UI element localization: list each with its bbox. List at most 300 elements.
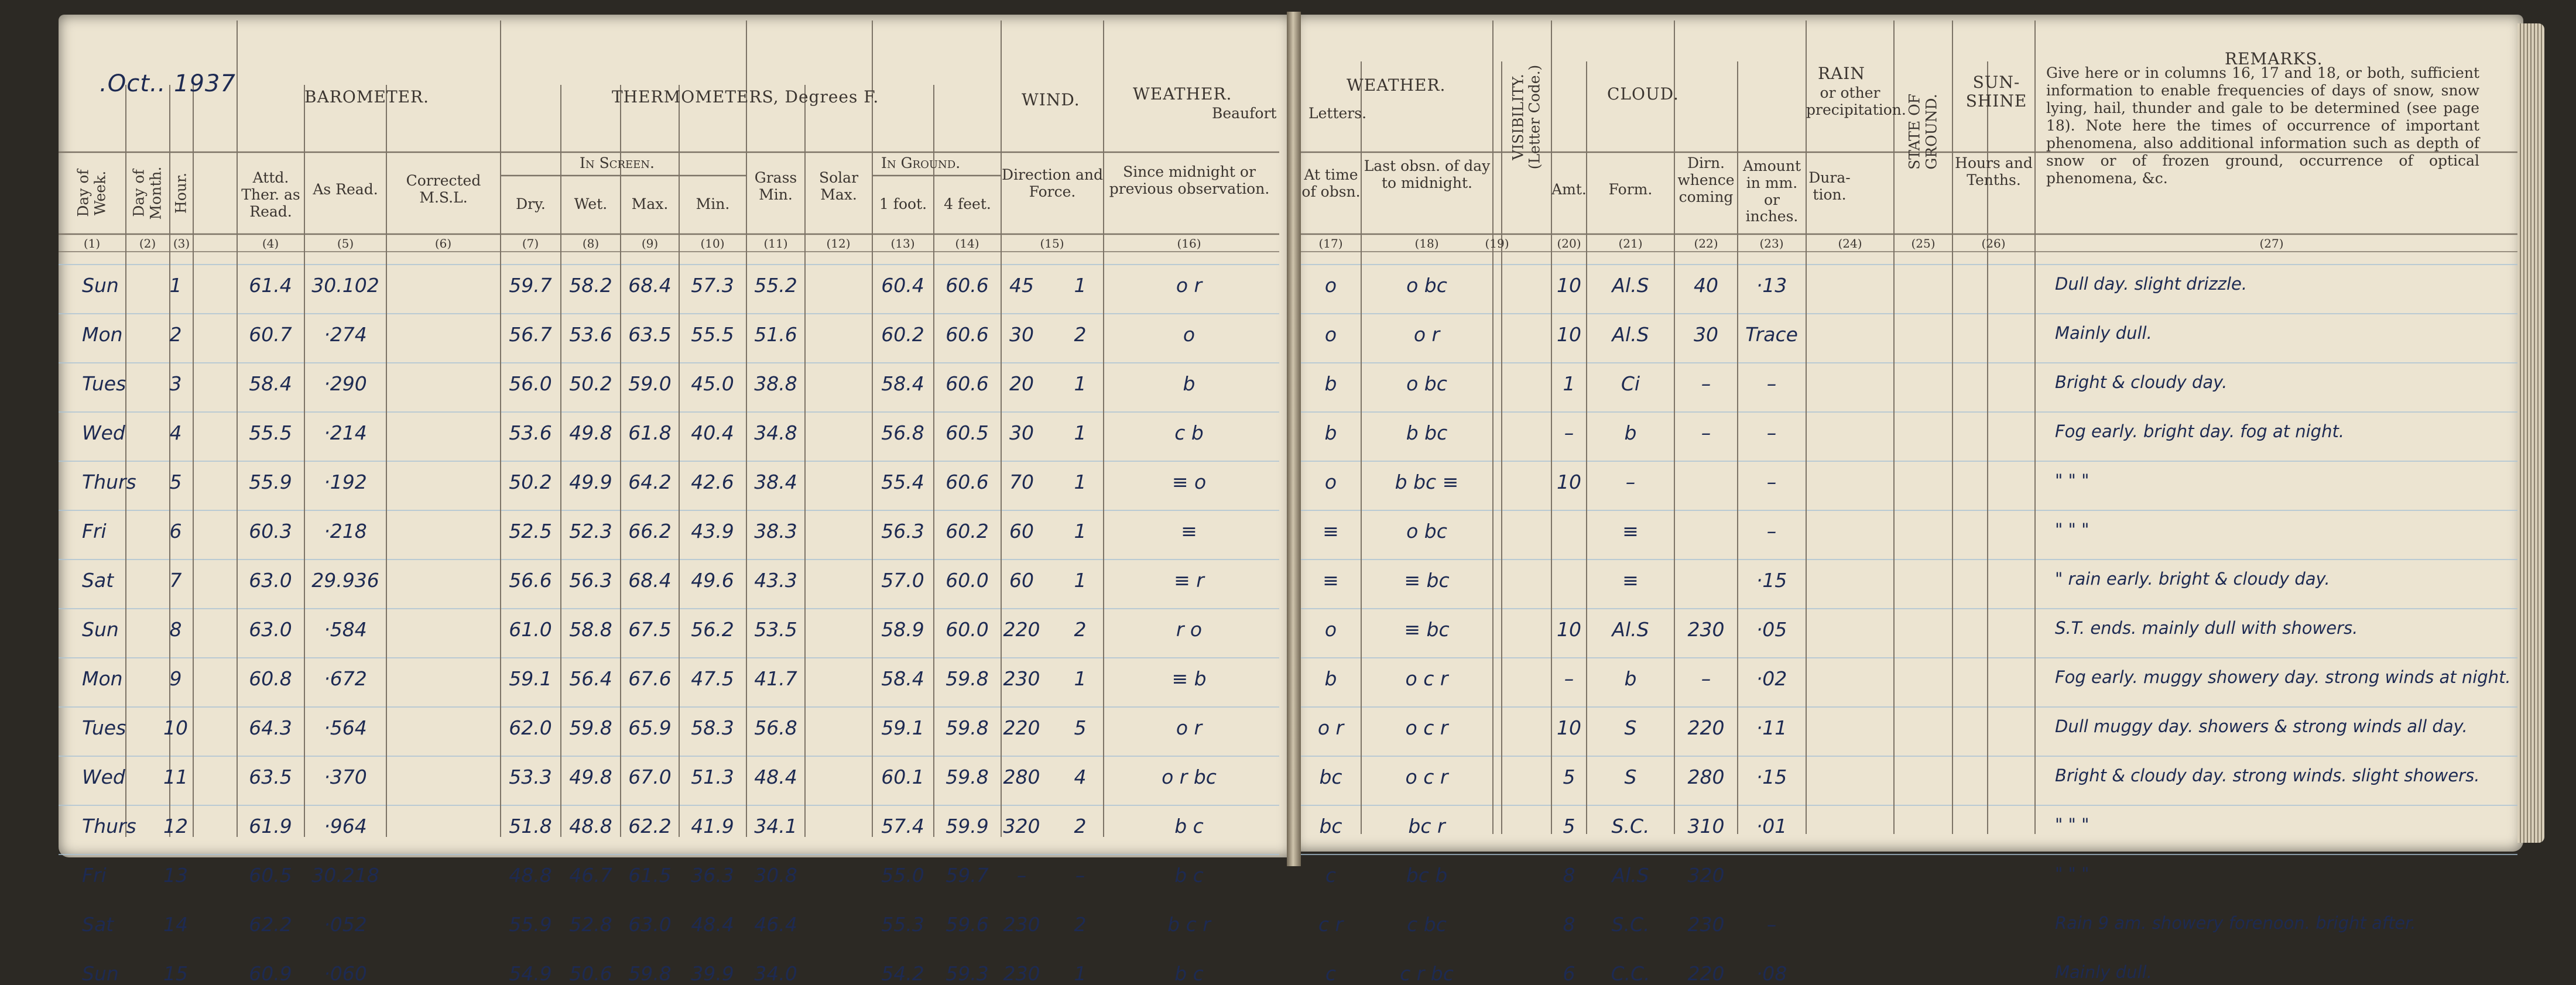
corrected-header: Corrected M.S.L. bbox=[406, 172, 481, 206]
max-temp-cell: 59.0 bbox=[628, 372, 672, 395]
wind-force-cell: 2 bbox=[1074, 618, 1087, 641]
cloud-form-cell: Al.S bbox=[1612, 323, 1649, 346]
barometer-cell: ·370 bbox=[324, 766, 367, 788]
wind-force-cell: 1 bbox=[1074, 962, 1087, 985]
one-foot-cell: 58.4 bbox=[881, 372, 924, 395]
form-header: Form. bbox=[1608, 181, 1653, 198]
remark-cell: Rain 9 am. showery forenoon. bright after. bbox=[2055, 913, 2416, 933]
column-number: (20) bbox=[1557, 236, 1581, 250]
weather-beaufort-cell: b bbox=[1183, 372, 1195, 395]
dry-bulb-cell: 56.7 bbox=[509, 323, 552, 346]
direction-force-header: Direction and Force. bbox=[1002, 166, 1103, 200]
column-number: (5) bbox=[337, 236, 354, 250]
max-temp-cell: 61.5 bbox=[628, 864, 672, 887]
rain-amount-cell: – bbox=[1766, 520, 1777, 543]
grass-min-cell: 38.4 bbox=[754, 471, 797, 493]
wind-force-cell: 1 bbox=[1074, 520, 1087, 543]
barometer-cell: ·274 bbox=[324, 323, 367, 346]
weather-last-obsn-cell: ≡ bc bbox=[1404, 618, 1450, 641]
remark-cell: " " " bbox=[2055, 471, 2089, 490]
column-number: (12) bbox=[826, 236, 851, 250]
grass-min-cell: 51.6 bbox=[754, 323, 797, 346]
grass-min-cell: 43.3 bbox=[754, 569, 797, 592]
four-feet-cell: 59.7 bbox=[946, 864, 989, 887]
weather-at-time-cell: c r bbox=[1318, 913, 1344, 936]
grass-min-cell: 34.1 bbox=[754, 815, 797, 838]
four-feet-cell: 60.6 bbox=[946, 471, 989, 493]
dry-bulb-cell: 52.5 bbox=[509, 520, 552, 543]
barometer-cell: ·964 bbox=[324, 815, 367, 838]
column-number: (10) bbox=[700, 236, 725, 250]
one-foot-cell: 59.1 bbox=[881, 716, 924, 739]
column-number: (13) bbox=[890, 236, 915, 250]
remark-cell: Mainly dull. bbox=[2055, 323, 2152, 343]
attd-ther-header: Attd. Ther. as Read. bbox=[241, 169, 300, 220]
wet-bulb-cell: 56.4 bbox=[569, 667, 612, 690]
dry-bulb-cell: 62.0 bbox=[509, 716, 552, 739]
min-temp-cell: 42.6 bbox=[691, 471, 734, 493]
weather-beaufort-cell: o bbox=[1183, 323, 1195, 346]
dry-bulb-cell: 55.9 bbox=[509, 913, 552, 936]
cloud-direction-cell: – bbox=[1701, 421, 1711, 444]
attd-ther-cell: 60.9 bbox=[249, 962, 292, 985]
day-of-month-cell: 7 bbox=[169, 569, 182, 592]
attd-ther-cell: 63.0 bbox=[249, 569, 292, 592]
wind-direction-cell: 230 bbox=[1003, 913, 1040, 936]
last-obsn-header: Last obsn. of day to midnight. bbox=[1364, 157, 1491, 191]
cloud-direction-cell: 280 bbox=[1687, 766, 1725, 788]
day-of-week-cell: Tues bbox=[82, 372, 126, 395]
day-of-month-cell: 15 bbox=[163, 962, 188, 985]
four-feet-cell: 59.8 bbox=[946, 716, 989, 739]
four-feet-cell: 60.6 bbox=[946, 372, 989, 395]
weather-last-obsn-cell: bc b bbox=[1406, 864, 1448, 887]
wind-direction-cell: 230 bbox=[1003, 667, 1040, 690]
cloud-amount-cell: 5 bbox=[1563, 815, 1575, 838]
cloud-direction-cell: 230 bbox=[1687, 913, 1725, 936]
day-of-month-cell: 2 bbox=[169, 323, 182, 346]
cloud-amount-cell: 6 bbox=[1563, 962, 1575, 985]
grass-min-cell: 41.7 bbox=[754, 667, 797, 690]
weather-last-obsn-cell: o bc bbox=[1406, 372, 1447, 395]
weather-letters-group: WEATHER. bbox=[1347, 75, 1446, 95]
wind-direction-cell: 60 bbox=[1009, 520, 1034, 543]
remark-cell: Bright & cloudy day. strong winds. slight showers. bbox=[2055, 766, 2480, 785]
cloud-amount-cell: 10 bbox=[1557, 323, 1581, 346]
barometer-cell: ·564 bbox=[324, 716, 367, 739]
cloud-amount-cell: 10 bbox=[1557, 618, 1581, 641]
wet-header: Wet. bbox=[574, 195, 608, 212]
max-temp-cell: 67.0 bbox=[628, 766, 672, 788]
wind-group: WIND. bbox=[1022, 90, 1080, 109]
rain-amount-cell: ·15 bbox=[1756, 569, 1787, 592]
dry-bulb-cell: 56.6 bbox=[509, 569, 552, 592]
day-of-week-cell: Sun bbox=[82, 274, 119, 297]
sunshine-group: SUN-SHINE bbox=[1965, 73, 2027, 111]
wind-direction-cell: 70 bbox=[1009, 471, 1034, 493]
grass-min-cell: 53.5 bbox=[754, 618, 797, 641]
attd-ther-cell: 60.3 bbox=[249, 520, 292, 543]
column-number: (19) bbox=[1485, 236, 1509, 250]
wind-direction-cell: 30 bbox=[1009, 323, 1034, 346]
weather-at-time-cell: ≡ bbox=[1323, 569, 1339, 592]
remark-cell: " " " bbox=[2055, 815, 2089, 835]
rain-amount-cell: – bbox=[1766, 471, 1777, 493]
wind-force-cell: 1 bbox=[1074, 372, 1087, 395]
cloud-amount-cell: 5 bbox=[1563, 766, 1575, 788]
remarks-instructions: Give here or in columns 16, 17 and 18, or both, sufficient information to enable frequencies of days of snow, snow lying, hail, thunder and gale to be determined (see page 18). Note here the times of occurrence of important phenomena, also additional information such as depth of snow or of frozen ground, occurrence of optical phenomena, &c. bbox=[2046, 64, 2479, 187]
grass-min-cell: 30.8 bbox=[754, 864, 797, 887]
weather-beaufort-cell: b c bbox=[1174, 962, 1204, 985]
as-read-header: As Read. bbox=[313, 181, 378, 198]
day-of-week-cell: Sat bbox=[82, 569, 114, 592]
wet-bulb-cell: 56.3 bbox=[569, 569, 612, 592]
four-feet-cell: 60.0 bbox=[946, 618, 989, 641]
weather-at-time-cell: o r bbox=[1317, 716, 1344, 739]
at-time-header: At time of obsn. bbox=[1301, 166, 1361, 200]
one-foot-cell: 57.0 bbox=[881, 569, 924, 592]
min-temp-cell: 57.3 bbox=[691, 274, 734, 297]
remark-cell: Bright & cloudy day. bbox=[2055, 372, 2228, 392]
four-feet-cell: 59.8 bbox=[946, 667, 989, 690]
cloud-amount-cell: 10 bbox=[1557, 716, 1581, 739]
weather-beaufort-cell: ≡ o bbox=[1171, 471, 1207, 493]
weather-last-obsn-cell: o r bbox=[1413, 323, 1440, 346]
day-of-month-cell: 4 bbox=[169, 421, 182, 444]
wet-bulb-cell: 48.8 bbox=[569, 815, 612, 838]
column-number: (11) bbox=[763, 236, 788, 250]
wind-force-cell: 2 bbox=[1074, 815, 1087, 838]
day-of-month-cell: 3 bbox=[169, 372, 182, 395]
barometer-cell: ·214 bbox=[324, 421, 367, 444]
max-temp-cell: 68.4 bbox=[628, 569, 672, 592]
day-of-week-cell: Fri bbox=[82, 864, 107, 887]
attd-ther-cell: 55.9 bbox=[249, 471, 292, 493]
attd-ther-cell: 60.5 bbox=[249, 864, 292, 887]
column-number: (15) bbox=[1040, 236, 1064, 250]
since-midnight-header: Since midnight or previous observation. bbox=[1109, 163, 1270, 197]
weather-at-time-cell: o bbox=[1324, 274, 1337, 297]
left-page bbox=[59, 15, 1293, 857]
one-foot-cell: 60.4 bbox=[881, 274, 924, 297]
min-temp-cell: 51.3 bbox=[691, 766, 734, 788]
min-header: Min. bbox=[696, 195, 730, 212]
weather-beaufort-cell: o r bbox=[1176, 716, 1203, 739]
wind-direction-cell: 20 bbox=[1009, 372, 1034, 395]
one-foot-header: 1 foot. bbox=[879, 195, 927, 212]
weather-at-time-cell: o bbox=[1324, 471, 1337, 493]
column-number: (2) bbox=[139, 236, 156, 250]
wet-bulb-cell: 52.3 bbox=[569, 520, 612, 543]
wind-force-cell: 1 bbox=[1074, 667, 1087, 690]
cloud-form-cell: S bbox=[1624, 716, 1637, 739]
amt-header: Amt. bbox=[1551, 181, 1587, 198]
min-temp-cell: 55.5 bbox=[691, 323, 734, 346]
barometer-cell: ·584 bbox=[324, 618, 367, 641]
solar-max-header: Solar Max. bbox=[818, 169, 859, 203]
weather-beaufort-cell: ≡ bbox=[1181, 520, 1197, 543]
barometer-cell: ·290 bbox=[324, 372, 367, 395]
attd-ther-cell: 63.0 bbox=[249, 618, 292, 641]
day-of-week-cell: Wed bbox=[82, 766, 125, 788]
wet-bulb-cell: 52.8 bbox=[569, 913, 612, 936]
min-temp-cell: 49.6 bbox=[691, 569, 734, 592]
day-of-month-cell: 6 bbox=[169, 520, 182, 543]
weather-last-obsn-cell: c r bc bbox=[1400, 962, 1454, 985]
dry-bulb-cell: 59.1 bbox=[509, 667, 552, 690]
cloud-direction-cell: 320 bbox=[1687, 864, 1725, 887]
column-number: (21) bbox=[1618, 236, 1643, 250]
rain-amount-cell: ·08 bbox=[1756, 962, 1787, 985]
barometer-cell: ·672 bbox=[324, 667, 367, 690]
grass-min-cell: 34.8 bbox=[754, 421, 797, 444]
column-number: (4) bbox=[262, 236, 279, 250]
weather-at-time-cell: bc bbox=[1319, 815, 1342, 838]
weather-last-obsn-cell: bc r bbox=[1408, 815, 1445, 838]
duration-header: Dura-tion. bbox=[1808, 169, 1851, 203]
dry-bulb-cell: 56.0 bbox=[509, 372, 552, 395]
one-foot-cell: 55.3 bbox=[881, 913, 924, 936]
remark-cell: S.T. ends. mainly dull with showers. bbox=[2055, 618, 2358, 638]
weather-last-obsn-cell: o c r bbox=[1405, 766, 1448, 788]
book-spine bbox=[1287, 12, 1301, 866]
weather-beaufort-cell: ≡ r bbox=[1174, 569, 1204, 592]
day-of-week-cell: Tues bbox=[82, 716, 126, 739]
day-of-week-cell: Fri bbox=[82, 520, 107, 543]
one-foot-cell: 57.4 bbox=[881, 815, 924, 838]
four-feet-header: 4 feet. bbox=[944, 195, 991, 212]
cloud-form-cell: S.C. bbox=[1611, 913, 1650, 936]
wind-force-cell: 4 bbox=[1074, 766, 1087, 788]
cloud-direction-cell: 220 bbox=[1687, 716, 1725, 739]
cloud-form-cell: – bbox=[1625, 471, 1636, 493]
weather-last-obsn-cell: o c r bbox=[1405, 716, 1448, 739]
cloud-amount-cell: 8 bbox=[1563, 864, 1575, 887]
weather-beaufort-cell: o r bc bbox=[1162, 766, 1217, 788]
four-feet-cell: 59.3 bbox=[946, 962, 989, 985]
remark-cell: Fog early. bright day. fog at night. bbox=[2055, 421, 2345, 441]
one-foot-cell: 54.2 bbox=[881, 962, 924, 985]
four-feet-cell: 59.8 bbox=[946, 766, 989, 788]
remark-cell: Dull day. slight drizzle. bbox=[2055, 274, 2248, 294]
rain-sub: or other precipitation. bbox=[1806, 84, 1906, 118]
column-number: (14) bbox=[955, 236, 979, 250]
wet-bulb-cell: 46.7 bbox=[569, 864, 612, 887]
day-of-week-cell: Wed bbox=[82, 421, 125, 444]
cloud-amount-cell: 8 bbox=[1563, 913, 1575, 936]
min-temp-cell: 58.3 bbox=[691, 716, 734, 739]
wind-force-cell: 2 bbox=[1074, 323, 1087, 346]
weather-at-time-cell: bc bbox=[1319, 766, 1342, 788]
cloud-form-cell: b bbox=[1624, 421, 1637, 444]
remark-cell: " rain early. bright & cloudy day. bbox=[2055, 569, 2330, 589]
remark-cell: Mainly dull. bbox=[2055, 962, 2152, 982]
grass-min-cell: 46.4 bbox=[754, 913, 797, 936]
wind-direction-cell: 230 bbox=[1003, 962, 1040, 985]
column-number: (23) bbox=[1759, 236, 1784, 250]
attd-ther-cell: 64.3 bbox=[249, 716, 292, 739]
grass-min-cell: 56.8 bbox=[754, 716, 797, 739]
day-of-week-header: Day of Week. bbox=[74, 169, 108, 217]
wind-direction-cell: 220 bbox=[1003, 716, 1040, 739]
min-temp-cell: 36.3 bbox=[691, 864, 734, 887]
day-of-week-cell: Sat bbox=[82, 913, 114, 936]
min-temp-cell: 41.9 bbox=[691, 815, 734, 838]
column-number: (24) bbox=[1838, 236, 1862, 250]
one-foot-cell: 55.0 bbox=[881, 864, 924, 887]
max-temp-cell: 59.8 bbox=[628, 962, 672, 985]
wind-direction-cell: 60 bbox=[1009, 569, 1034, 592]
one-foot-cell: 56.8 bbox=[881, 421, 924, 444]
cloud-amount-cell: 10 bbox=[1557, 274, 1581, 297]
wind-force-cell: 1 bbox=[1074, 471, 1087, 493]
attd-ther-cell: 61.9 bbox=[249, 815, 292, 838]
max-temp-cell: 65.9 bbox=[628, 716, 672, 739]
day-of-month-header: Day of Month. bbox=[130, 166, 164, 220]
remark-cell: Fog early. muggy showery day. strong winds at night. bbox=[2055, 667, 2511, 687]
remark-cell: " " " bbox=[2055, 520, 2089, 540]
column-number: (1) bbox=[83, 236, 101, 250]
letter-code-header: (Letter Code.) bbox=[1526, 64, 1543, 170]
grass-min-cell: 55.2 bbox=[754, 274, 797, 297]
letters-label: Letters. bbox=[1308, 105, 1367, 122]
column-number: (25) bbox=[1911, 236, 1936, 250]
barometer-cell: ·052 bbox=[324, 913, 367, 936]
weather-last-obsn-cell: b bc bbox=[1406, 421, 1448, 444]
cloud-direction-cell: 30 bbox=[1694, 323, 1718, 346]
column-number: (22) bbox=[1694, 236, 1718, 250]
rain-amount-cell: ·01 bbox=[1756, 815, 1787, 838]
four-feet-cell: 60.2 bbox=[946, 520, 989, 543]
wet-bulb-cell: 50.2 bbox=[569, 372, 612, 395]
weather-beaufort-cell: o r bbox=[1176, 274, 1203, 297]
cloud-form-cell: ≡ bbox=[1622, 520, 1639, 543]
cloud-form-cell: Al.S bbox=[1612, 864, 1649, 887]
column-number: (6) bbox=[434, 236, 452, 250]
one-foot-cell: 60.1 bbox=[881, 766, 924, 788]
wind-direction-cell: 45 bbox=[1009, 274, 1034, 297]
dry-bulb-cell: 48.8 bbox=[509, 864, 552, 887]
cloud-amount-cell: 1 bbox=[1563, 372, 1575, 395]
one-foot-cell: 55.4 bbox=[881, 471, 924, 493]
day-of-week-cell: Mon bbox=[82, 667, 123, 690]
weather-at-time-cell: b bbox=[1324, 667, 1337, 690]
attd-ther-cell: 60.7 bbox=[249, 323, 292, 346]
day-of-month-cell: 5 bbox=[169, 471, 182, 493]
wet-bulb-cell: 58.2 bbox=[569, 274, 612, 297]
dry-bulb-cell: 59.7 bbox=[509, 274, 552, 297]
dry-bulb-cell: 61.0 bbox=[509, 618, 552, 641]
in-screen-label: In Screen. bbox=[580, 155, 655, 171]
rain-amount-cell: ·11 bbox=[1756, 716, 1787, 739]
column-number: (7) bbox=[522, 236, 539, 250]
barometer-cell: ·060 bbox=[324, 962, 367, 985]
visibility-header: VISIBILITY. bbox=[1509, 74, 1527, 160]
column-number: (16) bbox=[1177, 236, 1201, 250]
cloud-group: CLOUD. bbox=[1607, 84, 1679, 104]
cloud-direction-cell: 220 bbox=[1687, 962, 1725, 985]
max-temp-cell: 64.2 bbox=[628, 471, 672, 493]
hour-header: Hour. bbox=[172, 172, 190, 214]
wind-force-cell: 1 bbox=[1074, 274, 1087, 297]
one-foot-cell: 58.9 bbox=[881, 618, 924, 641]
rain-amount-cell: – bbox=[1766, 913, 1777, 936]
attd-ther-cell: 58.4 bbox=[249, 372, 292, 395]
rain-amount-cell: Trace bbox=[1745, 323, 1798, 346]
page-edges bbox=[2517, 23, 2544, 843]
cloud-direction-cell: 230 bbox=[1687, 618, 1725, 641]
cloud-form-cell: Al.S bbox=[1612, 274, 1649, 297]
cloud-amount-cell: – bbox=[1564, 421, 1574, 444]
barometer-cell: ·218 bbox=[324, 520, 367, 543]
wind-direction-cell: 220 bbox=[1003, 618, 1040, 641]
wet-bulb-cell: 59.8 bbox=[569, 716, 612, 739]
day-of-month-cell: 13 bbox=[163, 864, 188, 887]
day-of-week-cell: Mon bbox=[82, 323, 123, 346]
wind-force-cell: 1 bbox=[1074, 569, 1087, 592]
day-of-week-cell: Sun bbox=[82, 618, 119, 641]
max-temp-cell: 61.8 bbox=[628, 421, 672, 444]
column-number: (27) bbox=[2259, 236, 2284, 250]
wind-direction-cell: 30 bbox=[1009, 421, 1034, 444]
weather-at-time-cell: ≡ bbox=[1323, 520, 1339, 543]
day-of-month-cell: 11 bbox=[163, 766, 188, 788]
wind-direction-cell: 280 bbox=[1003, 766, 1040, 788]
cloud-amount-cell: 10 bbox=[1557, 471, 1581, 493]
column-number: (9) bbox=[641, 236, 659, 250]
cloud-direction-cell: – bbox=[1701, 372, 1711, 395]
weather-at-time-cell: b bbox=[1324, 421, 1337, 444]
min-temp-cell: 48.4 bbox=[691, 913, 734, 936]
dry-bulb-cell: 54.9 bbox=[509, 962, 552, 985]
weather-beaufort-cell: r o bbox=[1176, 618, 1203, 641]
dry-bulb-cell: 51.8 bbox=[509, 815, 552, 838]
max-temp-cell: 68.4 bbox=[628, 274, 672, 297]
cloud-amount-cell: – bbox=[1564, 667, 1574, 690]
remark-cell: " " " bbox=[2055, 864, 2089, 884]
cloud-form-cell: C.C. bbox=[1611, 962, 1650, 985]
day-of-month-cell: 12 bbox=[163, 815, 188, 838]
wet-bulb-cell: 53.6 bbox=[569, 323, 612, 346]
weather-beaufort-cell: ≡ b bbox=[1171, 667, 1207, 690]
weather-beaufort-group: WEATHER. bbox=[1133, 84, 1232, 104]
day-of-month-cell: 10 bbox=[163, 716, 188, 739]
rain-amount-cell: ·15 bbox=[1756, 766, 1787, 788]
cloud-form-cell: Al.S bbox=[1612, 618, 1649, 641]
grass-min-header: Grass Min. bbox=[754, 169, 797, 203]
attd-ther-cell: 61.4 bbox=[249, 274, 292, 297]
max-header: Max. bbox=[631, 195, 669, 212]
weather-at-time-cell: c bbox=[1325, 962, 1337, 985]
month-year: .Oct.. 1937 bbox=[100, 70, 236, 97]
rain-amount-cell: ·13 bbox=[1756, 274, 1787, 297]
rain-group: RAIN bbox=[1818, 64, 1865, 83]
cloud-direction-cell: – bbox=[1701, 667, 1711, 690]
in-ground-label: In Ground. bbox=[881, 155, 961, 171]
four-feet-cell: 59.6 bbox=[946, 913, 989, 936]
min-temp-cell: 43.9 bbox=[691, 520, 734, 543]
rain-amount-cell: – bbox=[1766, 421, 1777, 444]
hours-tenths-header: Hours and Tenths. bbox=[1955, 155, 2033, 188]
weather-beaufort-cell: c b bbox=[1174, 421, 1204, 444]
wind-force-cell: – bbox=[1075, 864, 1085, 887]
max-temp-cell: 62.2 bbox=[628, 815, 672, 838]
max-temp-cell: 67.5 bbox=[628, 618, 672, 641]
min-temp-cell: 56.2 bbox=[691, 618, 734, 641]
column-number: (17) bbox=[1318, 236, 1343, 250]
wind-direction-cell: – bbox=[1016, 864, 1027, 887]
weather-last-obsn-cell: b bc ≡ bbox=[1395, 471, 1459, 493]
